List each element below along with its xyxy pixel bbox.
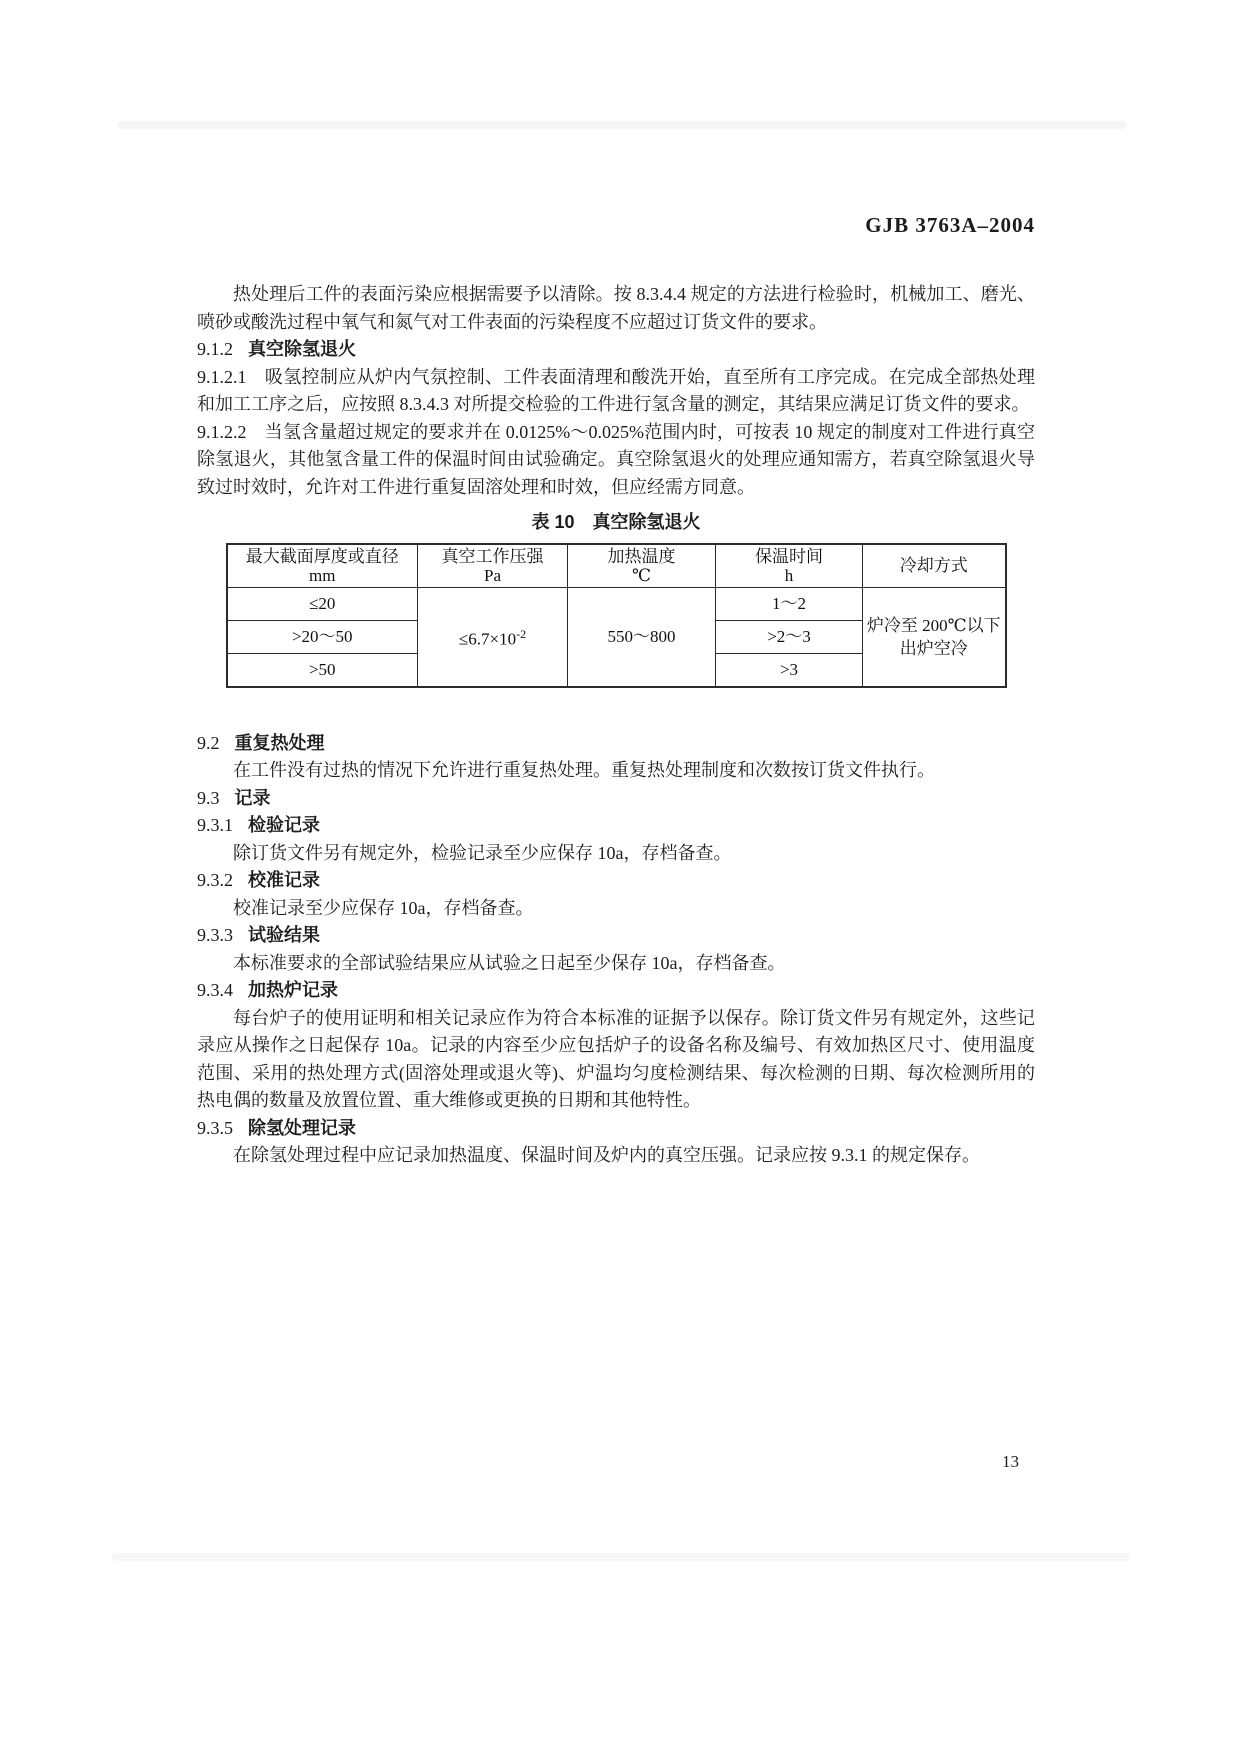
section-heading-9-3-3 <box>197 922 1035 950</box>
section-heading-9-3-5 <box>197 1115 1035 1143</box>
standard-number-header: GJB 3763A–2004 <box>865 213 1035 237</box>
scan-artifact-top-band <box>118 121 1126 129</box>
document-content <box>197 281 1035 1170</box>
col-header-unit: h <box>784 565 794 585</box>
section-heading-9-3 <box>197 785 1035 813</box>
section-number: 9.3.4 <box>197 980 233 1000</box>
section-number: 9.3.2 <box>197 870 233 890</box>
col-header-text: 冷却方式 <box>899 556 968 575</box>
table-caption-label: 表 10 <box>531 512 575 532</box>
paragraph-9-1-2-2 <box>197 419 1035 502</box>
paragraph-9-2: 在工件没有过热的情况下允许进行重复热处理。重复热处理制度和次数按订货文件执行。 <box>233 760 935 780</box>
col-header-cooling-method <box>863 544 1006 588</box>
cell-time-1: 1～2 <box>716 587 863 620</box>
col-header-thickness <box>227 544 418 588</box>
section-number: 9.3.3 <box>197 925 233 945</box>
table-10-caption <box>197 509 1035 537</box>
section-number: 9.2 <box>197 732 220 753</box>
paragraph-9-3-4: 每台炉子的使用证明和相关记录应作为符合本标准的证据予以保存。除订货文件另有规定外，这些记录应从操作之日起保存 10a。记录的内容至少应包括炉子的设备名称及编号、有效加热区尺寸、使用温度范围、采用的热处理方式(固溶处理或退火等)、炉温均匀度检测结果、每次检测的日期、每次检测所用的热电偶的数量及放置位置、重大维修或更换的日期和其他特性。 <box>197 1007 1035 1110</box>
col-header-pressure <box>418 544 568 588</box>
section-title: 校准记录 <box>248 870 320 890</box>
paragraph-9-1-2-1 <box>197 364 1035 419</box>
table-10-vacuum-dehydrogenation-annealing <box>226 543 1007 688</box>
section-title: 记录 <box>234 787 271 808</box>
col-header-text: 最大截面厚度或直径 <box>245 546 399 566</box>
section-title: 真空除氢退火 <box>248 339 356 359</box>
cooling-line-2: 出炉空冷 <box>899 638 968 658</box>
clause-text: 吸氢控制应从炉内气氛控制、工件表面清理和酸洗开始，直至所有工序完成。在完成全部热处理和加工工序之后，应按照 8.3.4.3 对所提交检验的工件进行氢含量的测定，其结果应满足订货文件的要求。 <box>197 366 1035 414</box>
clause-number: 9.1.2.1 <box>197 366 247 387</box>
page-number: 13 <box>1002 1452 1019 1471</box>
col-header-unit: mm <box>309 565 336 585</box>
section-title: 除氢处理记录 <box>248 1117 356 1138</box>
section-title: 加热炉记录 <box>248 980 338 1000</box>
cell-temperature: 550～800 <box>568 587 716 687</box>
scan-artifact-bottom-band <box>112 1553 1130 1561</box>
cell-pressure <box>418 587 568 687</box>
paragraph-surface-contamination: 热处理后工件的表面污染应根据需要予以清除。按 8.3.4.4 规定的方法进行检验时，机械加工、磨光、喷砂或酸洗过程中氧气和氮气对工件表面的污染程度不应超过订货文件的要求。 <box>197 284 1035 332</box>
section-title: 检验记录 <box>248 815 320 835</box>
paragraph-9-3-5: 在除氢处理过程中应记录加热温度、保温时间及炉内的真空压强。记录应按 9.3.1 的规定保存。 <box>233 1145 980 1165</box>
cell-thickness-1: ≤20 <box>227 587 418 620</box>
section-heading-9-1-2 <box>197 336 1035 364</box>
paragraph-9-3-3: 本标准要求的全部试验结果应从试验之日起至少保存 10a，存档备查。 <box>233 952 786 973</box>
cell-time-2: >2～3 <box>716 620 863 653</box>
col-header-text: 保温时间 <box>755 546 823 566</box>
clause-number: 9.1.2.2 <box>197 421 247 442</box>
col-header-holding-time <box>716 544 863 588</box>
col-header-unit: Pa <box>484 565 501 585</box>
section-heading-9-3-2 <box>197 867 1035 895</box>
cell-thickness-3: >50 <box>227 653 418 687</box>
pressure-value: ≤6.7×10 <box>458 629 517 649</box>
section-number: 9.1.2 <box>197 339 233 359</box>
section-heading-9-3-1 <box>197 812 1035 840</box>
table-caption-title: 真空除氢退火 <box>592 512 701 532</box>
table-row <box>227 587 1006 620</box>
section-title: 试验结果 <box>248 925 320 945</box>
paragraph-9-3-1: 除订货文件另有规定外，检验记录至少应保存 10a，存档备查。 <box>233 842 732 863</box>
cell-thickness-2: >20～50 <box>227 620 418 653</box>
section-number: 9.3.5 <box>197 1117 233 1138</box>
section-title: 重复热处理 <box>234 732 325 753</box>
cell-cooling-method <box>863 587 1006 687</box>
clause-text: 当氢含量超过规定的要求并在 0.0125%～0.025%范围内时，可按表 10 规定的制度对工件进行真空除氢退火，其他氢含量工件的保温时间由试验确定。真空除氢退火的处理应通知需方，若真空除氢退火导致过时效时，允许对工件进行重复固溶处理和时效，但应经需方同意。 <box>197 421 1035 497</box>
section-number: 9.3 <box>197 787 220 808</box>
col-header-text: 加热温度 <box>607 546 676 566</box>
col-header-text: 真空工作压强 <box>441 546 544 566</box>
col-header-temperature <box>568 544 716 588</box>
section-heading-9-2 <box>197 730 1035 758</box>
pressure-exponent: -2 <box>516 626 527 641</box>
section-heading-9-3-4 <box>197 977 1035 1005</box>
col-header-unit: ℃ <box>631 565 652 585</box>
section-number: 9.3.1 <box>197 815 233 835</box>
paragraph-9-3-2: 校准记录至少应保存 10a，存档备查。 <box>233 897 534 918</box>
cell-time-3: >3 <box>716 653 863 687</box>
cooling-line-1: 炉冷至 200℃以下 <box>866 615 1001 635</box>
table-header-row <box>227 544 1006 588</box>
